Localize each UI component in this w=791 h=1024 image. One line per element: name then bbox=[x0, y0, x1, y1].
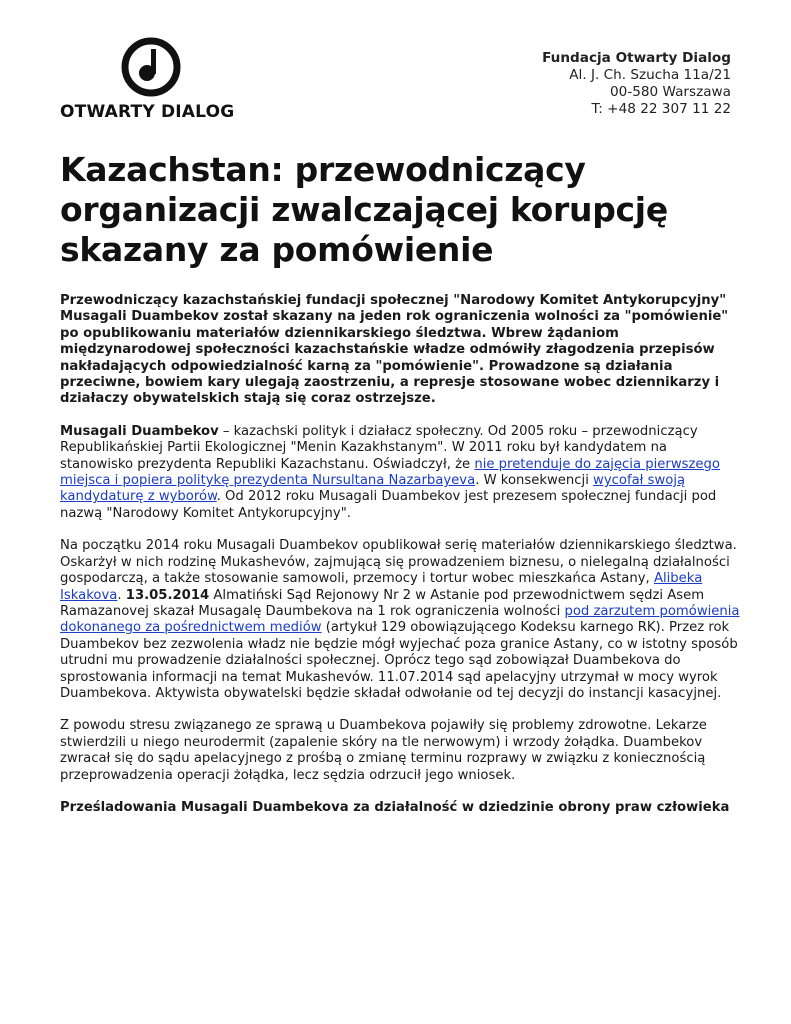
paragraph-2: Na początku 2014 roku Musagali Duambekov opublikował serię materiałów dziennikarskiego śledztwa. Oskarżył w nich rodzinę Mukashevów, zajmującą się prowadzeniem biznesu, o nielegalną działalności gospodarczą, a także stosowanie samowoli, przemocy i tortur wobec mieszkańca Astany, Alibeka Iskakova. 13.05.2014 Almatiński Sąd Rejonowy Nr 2 w Astanie pod przewodnictwem sędzi Asem Ramazanovej skazał Musagalę Daumbekova na 1 rok ograniczenia wolności pod zarzutem pomówienia dokonanego za pośrednictwem mediów (artykuł 129 obowiązującego Kodeksu karnego RK). Przez rok Duambekov bez zezwolenia władz nie będzie mógł wyjechać poza granice Astany, co w istotny sposób utrudni mu prowadzenie działalności społecznej. Oprócz tego sąd zobowiązał Duambekova do sprostowania informacji na temat Mukashevów. 11.07.2014 sąd apelacyjny utrzymał w mocy wyrok Duambekova. Aktywista obywatelski będzie składał odwołanie od tej decyzji do instancji kasacyjnej. bbox=[60, 538, 740, 701]
organization-contact bbox=[542, 50, 731, 118]
link-withdrew-candidacy[interactable]: wycofał swoją kandydaturę z wyborów bbox=[60, 473, 686, 505]
org-name: Fundacja Otwarty Dialog bbox=[542, 50, 731, 66]
link-defamation-charge[interactable]: pod zarzutem pomówienia dokonanego za pośrednictwem mediów bbox=[60, 603, 740, 636]
verdict-date: 13.05.2014 bbox=[125, 587, 210, 603]
logo-text: OTWARTY DIALOG bbox=[60, 102, 235, 122]
section-subheading: Prześladowania Musagali Duambekova za działalność w dziedzinie obrony praw człowieka bbox=[60, 799, 730, 815]
paragraph-1: Musagali Duambekov – kazachski polityk i działacz społeczny. Od 2005 roku – przewodniczący Republikańskiej Partii Ekologicznej "Menin Kazakhstanym". W 2011 roku był kandydatem na stanowisko prezydenta Republiki Kazachstanu. Oświadczył, że nie pretenduje do zajęcia pierwszego miejsca i popiera politykę prezydenta Nursultana Nazarbayeva. W konsekwencji wycofał swoją kandydaturę z wyborów. Od 2012 roku Musagali Duambekov jest prezesem społecznej fundacji pod nazwą "Narodowy Komitet Antykorupcyjny". bbox=[60, 423, 720, 521]
link-alibek-iskakov[interactable]: Alibeka Iskakova bbox=[60, 571, 703, 603]
address-line-2: 00-580 Warszawa bbox=[610, 84, 731, 100]
lead-paragraph: Przewodniczący kazachstańskiej fundacji społecznej "Narodowy Komitet Antykorupcyjny" Musagali Duambekov został skazany na jeden rok ograniczenia wolności za "pomówienie" po opublikowaniu materiałów dziennikarskiego śledztwa. Wbrew żądaniom międzynarodowej społeczności kazachstańskie władze odmówiły złagodzenia przepisów nakładających odpowiedzialność karną za "pomówienie". Prowadzone są działania przeciwne, bowiem kary ulegają zaostrzeniu, a represje stosowane wobec dziennikarzy i działaczy obywatelskich stają się coraz ostrzejsze. bbox=[60, 293, 729, 407]
phone: T: +48 22 307 11 22 bbox=[591, 101, 731, 117]
article-title: Kazachstan: przewodniczący organizacji zwalczającej korupcję skazany za pomówienie bbox=[60, 150, 668, 269]
music-note-logo-icon bbox=[120, 36, 182, 98]
paragraph-3: Z powodu stresu związanego ze sprawą u Duambekova pojawiły się problemy zdrowotne. Lekarze stwierdzili u niego neurodermit (zapalenie skóry na tle nerwowym) i wrzody żołądka. Duambekov zwracał się do sądu apelacyjnego z prośbą o zmianę terminu rozprawy w związku z koniecznością przeprowadzenia operacji żołądka, lecz sędzia odrzucił jego wniosek. bbox=[60, 718, 707, 783]
article-body bbox=[60, 293, 740, 832]
logo bbox=[60, 36, 250, 122]
address-line-1: Al. J. Ch. Szucha 11a/21 bbox=[569, 67, 731, 83]
link-nazarbayev-support[interactable]: nie pretenduje do zajęcia pierwszego miejsca i popiera politykę prezydenta Nursultana Nazarbayeva bbox=[60, 456, 720, 489]
person-name: Musagali Duambekov bbox=[60, 423, 219, 439]
